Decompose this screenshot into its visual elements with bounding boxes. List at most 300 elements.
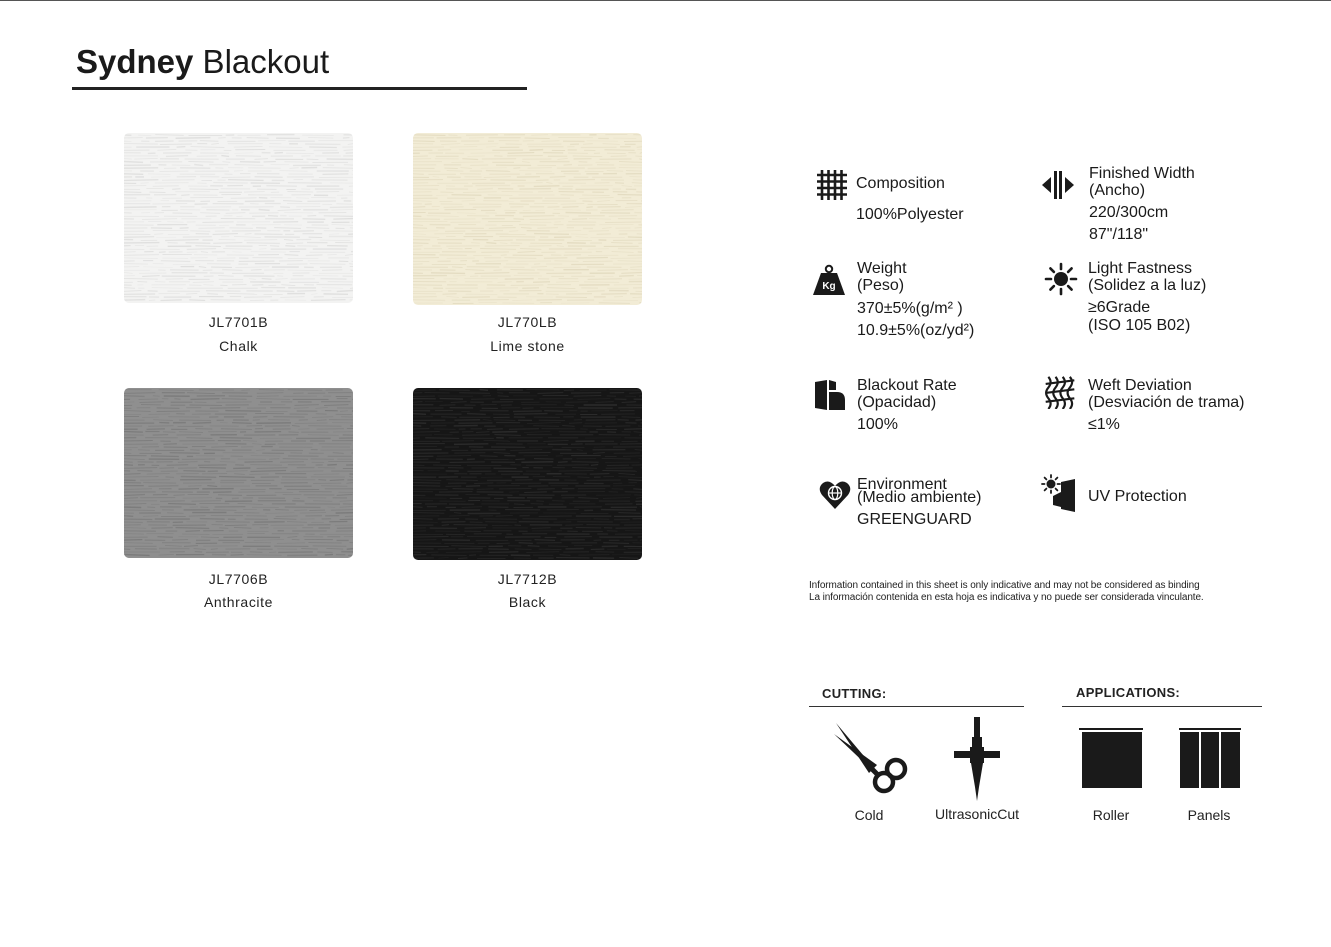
weave-thread	[618, 513, 640, 514]
weave-thread	[183, 471, 205, 472]
weave-thread	[187, 249, 216, 250]
swatch-name: Lime stone	[490, 338, 565, 354]
width-arrows-icon	[1041, 168, 1075, 202]
weave-thread	[153, 396, 160, 397]
weave-thread	[207, 294, 218, 295]
weave-thread	[451, 162, 483, 163]
weave-thread	[222, 270, 242, 271]
lightfast-standard: (ISO 105 B02)	[1088, 317, 1191, 334]
weave-thread	[619, 276, 634, 277]
swatch-name: Black	[508, 594, 547, 610]
swatch-code: JL7712B	[497, 571, 558, 587]
weave-thread	[492, 432, 517, 433]
weave-thread	[534, 264, 540, 265]
weave-thread	[603, 543, 629, 544]
weave-thread	[324, 216, 353, 217]
weave-thread	[528, 546, 540, 547]
weave-thread	[159, 468, 174, 469]
weave-thread	[176, 528, 210, 529]
weave-thread	[633, 489, 642, 490]
weave-thread	[124, 489, 152, 490]
weave-thread	[439, 405, 455, 406]
weave-thread	[124, 279, 158, 280]
weave-thread	[274, 153, 282, 154]
weave-thread	[178, 462, 198, 463]
weave-thread	[323, 174, 349, 175]
blackout-label-es: (Opacidad)	[857, 394, 937, 411]
swatch-black[interactable]	[413, 388, 642, 560]
weave-thread	[413, 540, 436, 541]
weave-thread	[124, 237, 154, 238]
weave-thread	[166, 477, 174, 478]
weave-thread	[188, 162, 213, 163]
weave-thread	[464, 528, 486, 529]
weave-thread	[536, 501, 544, 502]
weave-thread	[466, 486, 480, 487]
weave-thread	[218, 138, 225, 139]
weave-thread	[488, 195, 513, 196]
roller-blind-icon	[1078, 728, 1144, 790]
weave-thread	[564, 165, 572, 166]
weave-thread	[582, 201, 592, 202]
weave-thread	[202, 222, 233, 223]
uv-sun-window-icon	[1041, 474, 1075, 512]
weave-thread	[639, 435, 642, 436]
weave-thread	[537, 270, 554, 271]
weave-thread	[504, 258, 536, 259]
weave-thread	[533, 426, 559, 427]
weave-thread	[515, 549, 532, 550]
cold-cut-label: Cold	[854, 807, 884, 823]
weave-thread	[440, 399, 463, 400]
weave-thread	[514, 414, 548, 415]
weave-thread	[124, 555, 150, 556]
weave-thread	[558, 462, 568, 463]
weave-thread	[318, 480, 326, 481]
cutting-heading: CUTTING:	[822, 686, 887, 701]
lightfast-label: Light Fastness	[1088, 260, 1193, 277]
weave-thread	[226, 471, 247, 472]
weave-thread	[601, 510, 636, 511]
weave-thread	[124, 516, 133, 517]
weave-thread	[508, 153, 535, 154]
weave-thread	[501, 255, 507, 256]
heart-globe-icon	[818, 478, 852, 512]
weave-thread	[284, 255, 298, 256]
weave-thread	[202, 450, 225, 451]
weave-thread	[200, 141, 219, 142]
weave-thread	[124, 432, 143, 433]
title-bold: Sydney	[76, 43, 194, 80]
kg-weight-icon	[812, 264, 846, 298]
fabric-texture	[124, 133, 353, 303]
weave-thread	[174, 399, 180, 400]
weave-thread	[605, 426, 630, 427]
weave-thread	[454, 525, 488, 526]
weave-thread	[336, 204, 352, 205]
weave-thread	[349, 192, 353, 193]
weave-thread	[228, 180, 264, 181]
disclaimer-es: La información contenida en esta hoja es indicativa y no puede ser considerada vinculante.	[809, 592, 1204, 603]
weave-thread	[311, 300, 346, 301]
weave-thread	[562, 207, 578, 208]
weave-thread	[534, 186, 560, 187]
weave-thread	[471, 399, 495, 400]
weave-thread	[259, 249, 266, 250]
weave-thread	[485, 261, 508, 262]
weave-thread	[637, 147, 642, 148]
weave-thread	[413, 156, 428, 157]
weave-thread	[452, 489, 473, 490]
width-value-in: 87"/118"	[1089, 226, 1149, 243]
weave-thread	[607, 396, 616, 397]
weave-thread	[489, 552, 518, 553]
weave-thread	[179, 489, 200, 490]
weave-thread	[568, 180, 595, 181]
weave-thread	[550, 177, 566, 178]
weave-thread	[572, 462, 599, 463]
weave-thread	[413, 537, 449, 538]
weave-thread	[485, 246, 520, 247]
weave-thread	[225, 411, 261, 412]
weave-thread	[487, 429, 503, 430]
weave-thread	[639, 159, 642, 160]
weave-thread	[413, 225, 423, 226]
weave-thread	[148, 486, 178, 487]
weave-thread	[477, 189, 493, 190]
weave-thread	[167, 465, 189, 466]
disclaimer-en: Information contained in this sheet is only indicative and may not be considered as binding	[809, 580, 1200, 591]
weave-thread	[615, 534, 642, 535]
weave-thread	[166, 156, 188, 157]
weave-thread	[199, 468, 226, 469]
weave-thread	[437, 456, 471, 457]
weave-thread	[441, 417, 457, 418]
ultrasonic-cut-label: UltrasonicCut	[934, 806, 1020, 822]
weave-thread	[253, 417, 267, 418]
weave-thread	[626, 171, 642, 172]
weave-thread	[124, 180, 158, 181]
weave-thread	[190, 450, 199, 451]
weave-thread	[124, 453, 131, 454]
weave-thread	[308, 426, 341, 427]
weave-thread	[486, 243, 496, 244]
weave-thread	[189, 189, 218, 190]
weave-thread	[181, 195, 189, 196]
weave-thread	[190, 399, 219, 400]
weave-thread	[330, 480, 344, 481]
panels-label: Panels	[1187, 807, 1231, 823]
weave-thread	[317, 420, 327, 421]
weave-thread	[249, 474, 268, 475]
weave-thread	[632, 183, 642, 184]
weave-thread	[151, 456, 179, 457]
weave-thread	[124, 300, 145, 301]
weave-thread	[211, 549, 218, 550]
weave-thread	[270, 246, 279, 247]
weave-thread	[216, 522, 250, 523]
weave-thread	[462, 435, 490, 436]
weave-thread	[483, 519, 517, 520]
weave-thread	[274, 228, 301, 229]
weave-thread	[163, 444, 176, 445]
weave-thread	[586, 207, 592, 208]
swatch-name: Chalk	[219, 338, 258, 354]
weave-thread	[454, 453, 485, 454]
weave-thread	[168, 504, 196, 505]
weave-thread	[266, 186, 297, 187]
weave-thread	[252, 285, 263, 286]
weave-thread	[154, 234, 163, 235]
weave-thread	[213, 243, 242, 244]
weave-thread	[347, 549, 353, 550]
weave-thread	[564, 255, 581, 256]
weave-thread	[591, 465, 598, 466]
weave-thread	[165, 240, 199, 241]
weave-thread	[524, 492, 547, 493]
environment-label-es: (Medio ambiente)	[857, 489, 982, 506]
weave-thread	[143, 483, 176, 484]
weave-thread	[594, 519, 610, 520]
weave-thread	[497, 393, 503, 394]
weave-thread	[634, 228, 641, 229]
weave-thread	[601, 294, 627, 295]
applications-heading: APPLICATIONS:	[1076, 685, 1181, 700]
weave-thread	[191, 501, 221, 502]
roller-label: Roller	[1092, 807, 1130, 823]
weave-thread	[413, 414, 426, 415]
uv-label: UV Protection	[1088, 488, 1187, 505]
weave-thread	[124, 396, 145, 397]
weave-thread	[333, 219, 353, 220]
weave-thread	[282, 477, 307, 478]
fabric-texture	[413, 133, 642, 305]
kg-text: Kg	[822, 281, 836, 292]
weave-thread	[333, 453, 344, 454]
width-label-es: (Ancho)	[1089, 182, 1146, 199]
weave-thread	[572, 219, 587, 220]
weave-thread	[413, 174, 424, 175]
weave-thread	[236, 156, 261, 157]
weave-thread	[439, 390, 470, 391]
weave-thread	[124, 462, 133, 463]
weave-thread	[568, 222, 596, 223]
cutting-rule	[809, 706, 1024, 707]
weave-thread	[413, 228, 427, 229]
top-border	[0, 0, 1331, 1]
weave-thread	[560, 195, 574, 196]
weave-thread	[308, 435, 339, 436]
weave-thread	[601, 210, 633, 211]
weave-thread	[413, 135, 445, 136]
weave-thread	[413, 300, 445, 301]
weave-thread	[327, 465, 336, 466]
weave-thread	[565, 213, 591, 214]
weave-thread	[124, 468, 157, 469]
weave-thread	[157, 408, 180, 409]
weave-thread	[556, 297, 587, 298]
weave-thread	[170, 453, 200, 454]
weave-thread	[285, 246, 295, 247]
composition-label: Composition	[856, 175, 945, 192]
weave-thread	[324, 231, 353, 232]
swatch-anthracite[interactable]	[124, 388, 353, 558]
weave-thread	[344, 150, 353, 151]
weave-thread	[498, 396, 509, 397]
weave-thread	[622, 417, 641, 418]
lightfast-grade: ≥6Grade	[1088, 299, 1151, 316]
weft-value: ≤1%	[1088, 416, 1120, 433]
weave-thread	[640, 558, 642, 559]
weave-thread	[213, 492, 231, 493]
weave-thread	[231, 198, 257, 199]
weave-thread	[161, 261, 190, 262]
weave-thread	[519, 543, 533, 544]
weave-thread	[277, 291, 295, 292]
weave-thread	[413, 507, 423, 508]
weave-thread	[439, 492, 472, 493]
weave-thread	[346, 483, 353, 484]
weave-thread	[306, 255, 323, 256]
weave-thread	[574, 396, 602, 397]
weave-thread	[190, 231, 210, 232]
fabric-texture	[124, 388, 353, 558]
weave-thread	[534, 540, 555, 541]
weave-thread	[590, 474, 610, 475]
title-light: Blackout	[193, 43, 330, 80]
weave-thread	[221, 156, 229, 157]
weave-thread	[459, 393, 490, 394]
weave-thread	[565, 525, 583, 526]
weave-thread	[413, 141, 435, 142]
weave-thread	[621, 273, 642, 274]
weave-thread	[148, 426, 173, 427]
weave-thread	[639, 396, 642, 397]
panels-icon	[1178, 728, 1242, 790]
weave-thread	[413, 297, 437, 298]
swatch-code: JL7706B	[208, 571, 269, 587]
weave-thread	[480, 456, 498, 457]
weave-thread	[323, 168, 353, 169]
weave-thread	[588, 279, 622, 280]
weave-thread	[288, 390, 322, 391]
weave-thread	[198, 228, 224, 229]
title-underline	[72, 87, 527, 90]
weave-thread	[599, 303, 630, 304]
weave-thread	[451, 402, 467, 403]
weave-thread	[584, 282, 619, 283]
page-title	[76, 42, 329, 82]
weave-thread	[413, 432, 440, 433]
weave-thread	[544, 258, 568, 259]
weave-thread	[186, 438, 212, 439]
weave-thread	[176, 138, 211, 139]
weave-thread	[458, 558, 468, 559]
weave-thread	[185, 531, 200, 532]
ultrasonic-cutter-icon	[953, 717, 1001, 801]
weave-thread	[219, 477, 255, 478]
weave-thread	[253, 420, 260, 421]
weave-thread	[449, 462, 484, 463]
weave-thread	[124, 477, 159, 478]
weave-thread	[331, 510, 353, 511]
weave-thread	[124, 255, 159, 256]
weave-thread	[151, 528, 172, 529]
grid-icon	[816, 168, 850, 202]
weave-thread	[577, 258, 608, 259]
weave-thread	[185, 243, 210, 244]
weave-thread	[247, 243, 280, 244]
swatch-lime-stone[interactable]	[413, 133, 642, 305]
weave-thread	[244, 462, 272, 463]
swatch-name: Anthracite	[203, 594, 274, 610]
weave-thread	[194, 165, 203, 166]
weave-thread	[537, 300, 562, 301]
weave-thread	[137, 471, 152, 472]
weave-thread	[413, 483, 440, 484]
swatch-chalk[interactable]	[124, 133, 353, 303]
weave-thread	[566, 402, 588, 403]
weave-thread	[477, 489, 494, 490]
weave-thread	[221, 429, 252, 430]
weft-label-es: (Desviación de trama)	[1088, 394, 1245, 411]
weave-thread	[200, 519, 225, 520]
weave-thread	[259, 210, 270, 211]
weave-thread	[552, 501, 565, 502]
weave-thread	[462, 297, 490, 298]
weave-thread	[181, 477, 216, 478]
weave-thread	[235, 465, 244, 466]
weave-thread	[630, 267, 642, 268]
weave-thread	[213, 183, 247, 184]
weave-thread	[413, 264, 423, 265]
weave-thread	[259, 198, 267, 199]
weave-thread	[452, 180, 487, 181]
weave-thread	[257, 468, 288, 469]
blackout-icon	[813, 378, 847, 412]
weave-thread	[529, 246, 552, 247]
weave-thread	[452, 267, 463, 268]
weave-thread	[425, 438, 459, 439]
weave-thread	[320, 279, 346, 280]
weave-thread	[578, 555, 609, 556]
weave-thread	[588, 249, 609, 250]
weave-thread	[480, 390, 488, 391]
weave-thread	[268, 216, 278, 217]
width-label: Finished Width	[1089, 165, 1195, 182]
weave-thread	[162, 180, 195, 181]
weave-thread	[413, 552, 421, 553]
weave-thread	[153, 435, 169, 436]
weight-label-es: (Peso)	[857, 277, 905, 294]
weave-thread	[513, 219, 524, 220]
weave-thread	[604, 150, 634, 151]
weave-thread	[302, 219, 325, 220]
weave-thread	[124, 498, 138, 499]
weave-thread	[280, 462, 304, 463]
weave-thread	[229, 228, 252, 229]
weave-thread	[454, 444, 488, 445]
weave-thread	[317, 429, 344, 430]
weave-thread	[521, 228, 532, 229]
weave-thread	[289, 168, 298, 169]
width-value-cm: 220/300cm	[1089, 204, 1169, 221]
blackout-label: Blackout Rate	[857, 377, 957, 394]
weight-value-imperial: 10.9±5%(oz/yd²)	[857, 322, 975, 339]
weave-thread	[241, 390, 250, 391]
weave-thread	[244, 297, 272, 298]
weave-thread	[554, 261, 578, 262]
